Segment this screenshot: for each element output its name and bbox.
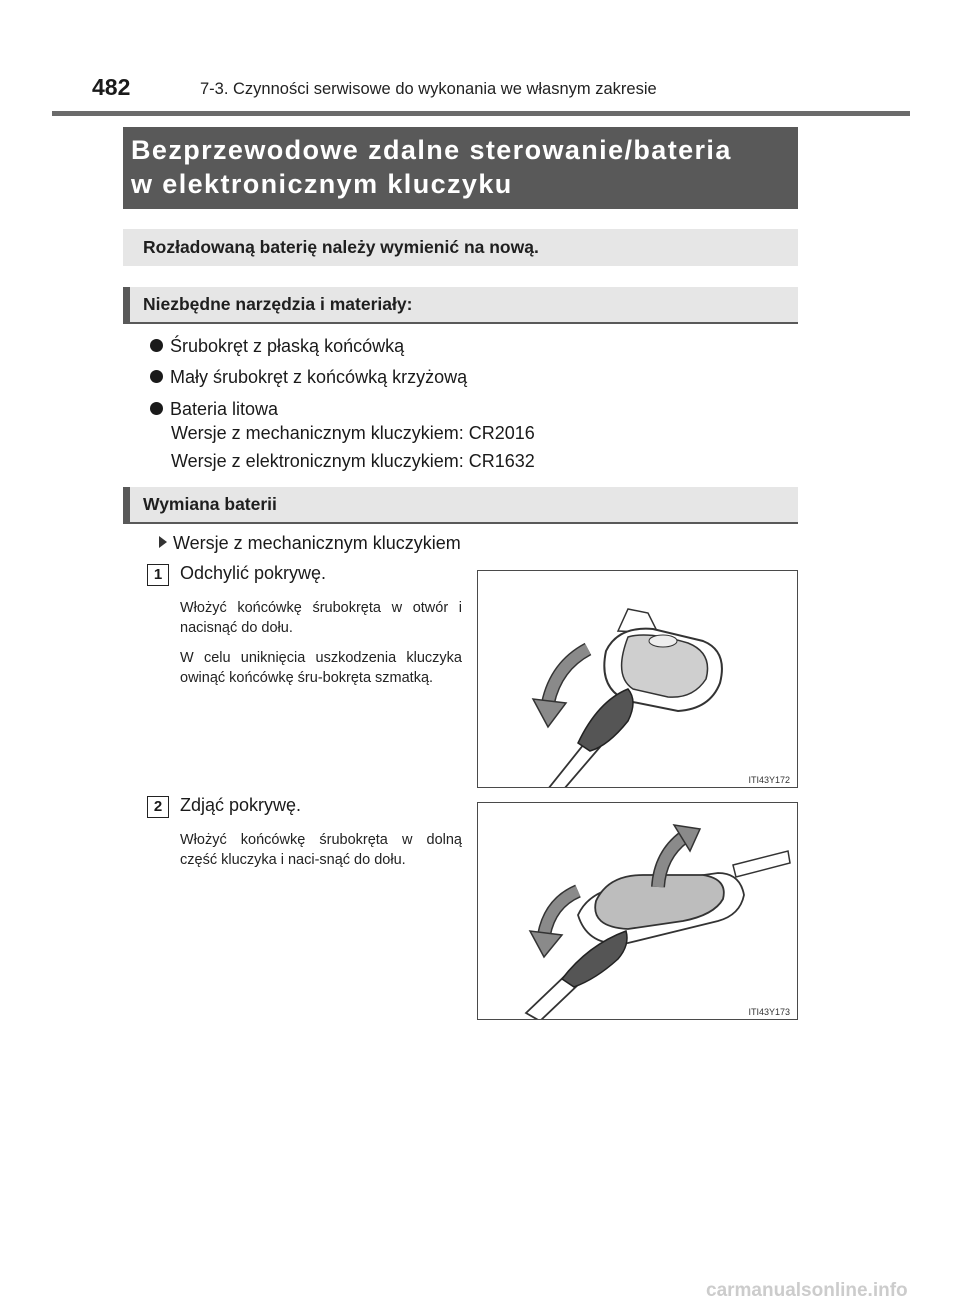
tool-item-text: Mały śrubokręt z końcówką krzyżową xyxy=(170,367,468,387)
figure-open-cover xyxy=(477,570,798,788)
tool-item xyxy=(150,336,404,357)
step-title-2: Zdjąć pokrywę. xyxy=(180,795,302,815)
figure-code: ITI43Y173 xyxy=(748,1007,790,1017)
battery-detail-electronic: Wersje z elektronicznym kluczykiem: CR1632 xyxy=(171,451,535,471)
figure-code: ITI43Y172 xyxy=(748,775,790,785)
bullet-icon xyxy=(150,339,163,352)
page-number: 482 xyxy=(92,74,131,100)
tool-item-text: Bateria litowa xyxy=(170,399,279,419)
key-remove-cover-illustration xyxy=(478,803,798,1020)
watermark: carmanualsonline.info xyxy=(706,1280,908,1301)
battery-detail-mechanical: Wersje z mechanicznym kluczykiem: CR2016 xyxy=(171,423,535,443)
step-number-1: 1 xyxy=(147,564,169,586)
chapter-title: 7-3. Czynności serwisowe do wykonania we własnym zakresie xyxy=(200,80,657,98)
section-title-line-1: Bezprzewodowe zdalne sterowanie/bateria xyxy=(131,135,732,165)
triangle-right-icon xyxy=(159,536,167,548)
tool-item-text: Śrubokręt z płaską końcówką xyxy=(170,336,405,356)
tools-heading: Niezbędne narzędzia i materiały: xyxy=(123,287,798,324)
replacement-heading: Wymiana baterii xyxy=(123,487,798,524)
key-open-cover-illustration xyxy=(478,571,798,788)
variant-label xyxy=(159,533,461,554)
step-title-1: Odchylić pokrywę. xyxy=(180,563,327,583)
step-1-note-2: W celu uniknięcia uszkodzenia kluczyka owinąć końcówkę śru-bokręta szmatką. xyxy=(180,650,462,686)
header-divider xyxy=(52,111,910,116)
section-title xyxy=(123,127,798,209)
intro-bar: Rozładowaną baterię należy wymienić na nową. xyxy=(123,229,798,266)
tool-item xyxy=(150,367,467,388)
step-1-note-1: Włożyć końcówkę śrubokręta w otwór i nacisnąć do dołu. xyxy=(180,600,462,636)
section-title-line-2: w elektronicznym kluczyku xyxy=(131,169,513,199)
variant-label-text: Wersje z mechanicznym kluczykiem xyxy=(173,533,461,553)
step-2-note-1: Włożyć końcówkę śrubokręta w dolną część kluczyka i naci-snąć do dołu. xyxy=(180,832,462,868)
bullet-icon xyxy=(150,402,163,415)
bullet-icon xyxy=(150,370,163,383)
figure-remove-cover xyxy=(477,802,798,1020)
step-number-2: 2 xyxy=(147,796,169,818)
tool-item xyxy=(150,399,278,420)
